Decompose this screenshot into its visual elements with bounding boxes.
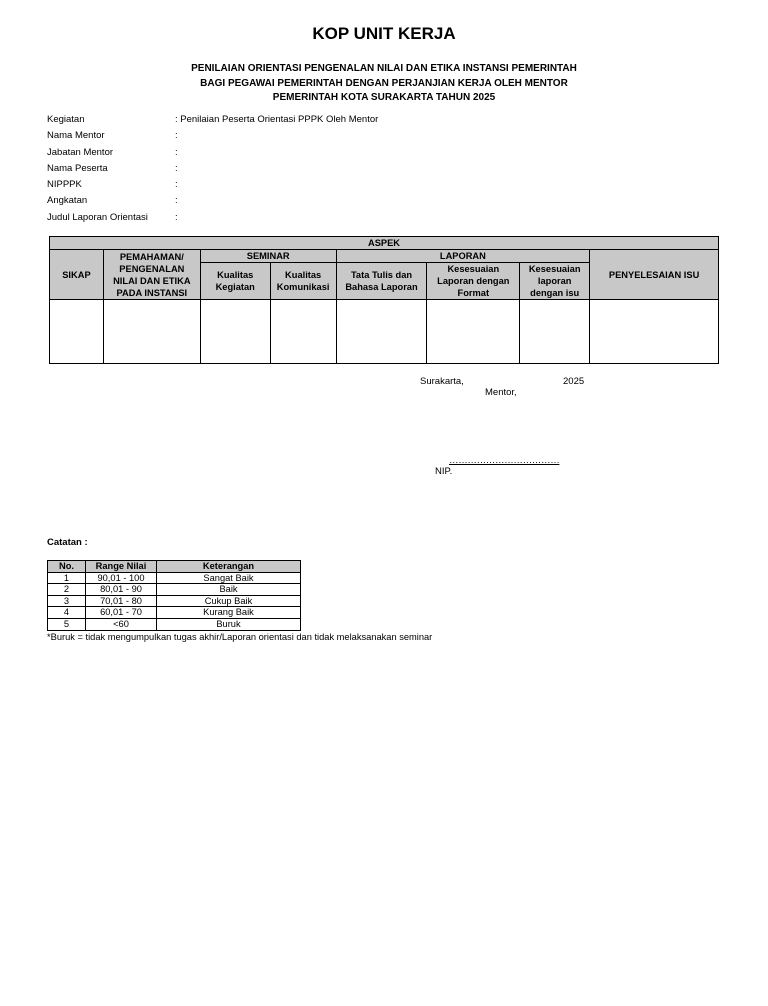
col-sikap: SIKAP [50,250,104,300]
table-row [48,607,301,619]
subtitle-line: PENILAIAN ORIENTASI PENGENALAN NILAI DAN ETIKA INSTANSI PEMERINTAH [191,63,577,74]
col-kualitas-kegiatan: Kualitas Kegiatan [200,263,270,300]
cell-range: 80,01 - 90 [86,584,157,596]
score-cell-kualitas-komunikasi[interactable] [270,300,336,364]
score-cell-tata-tulis[interactable] [336,300,427,364]
info-label: Kegiatan [47,114,85,125]
document-subtitle [0,62,768,106]
cell-no: 1 [48,572,86,584]
info-value: : [175,195,178,207]
aspek-table [49,236,719,364]
catatan-title: Catatan : [47,537,88,548]
cell-keterangan: Kurang Baik [157,607,301,619]
table-row [48,618,301,630]
range-nilai-table [47,560,301,631]
cell-range: 60,01 - 70 [86,607,157,619]
score-cell-kesesuaian-isu[interactable] [520,300,590,364]
cell-keterangan: Cukup Baik [157,595,301,607]
col-kesesuaian-isu: Kesesuaian laporan dengan isu [520,263,590,300]
aspek-header: ASPEK [50,237,719,250]
signature-name-line: ……………………………… [449,455,560,466]
cell-range: 70,01 - 80 [86,595,157,607]
col-tata-tulis: Tata Tulis dan Bahasa Laporan [336,263,427,300]
info-label: Nama Peserta [47,162,108,174]
info-row-kegiatan [47,112,378,128]
info-row-nama-peserta [47,161,378,177]
subtitle-line: PEMERINTAH KOTA SURAKARTA TAHUN 2025 [272,92,496,103]
info-label: Jabatan Mentor [47,146,114,158]
info-label: Nama Mentor [47,130,105,142]
cell-keterangan: Buruk [157,618,301,630]
signature-nip: NIP. [435,466,453,477]
signature-year: 2025 [563,376,585,387]
subtitle-line: BAGI PEGAWAI PEMERINTAH DENGAN PERJANJIAN KERJA OLEH MENTOR [200,77,568,89]
col-seminar: SEMINAR [200,250,336,263]
cell-keterangan: Sangat Baik [157,572,301,584]
col-penyelesaian-isu: PENYELESAIAN ISU [590,250,719,300]
cell-range: <60 [86,618,157,630]
col-kesesuaian-format: Kesesuaian Laporan dengan Format [427,263,520,300]
info-label: Angkatan [47,195,88,207]
col-range-nilai: Range Nilai [86,561,157,573]
signature-place: Surakarta, [420,376,464,387]
cell-no: 3 [48,595,86,607]
info-value: : Penilaian Peserta Orientasi PPPK Oleh Mentor [175,114,379,125]
table-row [48,572,301,584]
score-cell-penyelesaian-isu[interactable] [590,300,719,364]
signature-role: Mentor, [485,387,517,398]
score-cell-sikap[interactable] [50,300,104,364]
cell-keterangan: Baik [157,584,301,596]
col-laporan: LAPORAN [336,250,590,263]
col-pemahaman: PEMAHAMAN/ PENGENALAN NILAI DAN ETIKA PADA INSTANSI [103,250,200,300]
info-value: : [175,179,178,191]
footnote: *Buruk = tidak mengumpulkan tugas akhir/Laporan orientasi dan tidak melaksanakan seminar [47,632,433,642]
score-cell-kesesuaian-format[interactable] [427,300,520,364]
cell-no: 4 [48,607,86,619]
info-value: : [175,146,178,158]
table-row [48,584,301,596]
cell-no: 5 [48,618,86,630]
info-value: : [175,162,178,174]
table-row [48,595,301,607]
cell-no: 2 [48,584,86,596]
col-kualitas-komunikasi: Kualitas Komunikasi [270,263,336,300]
info-label: NIPPPK [47,179,82,191]
info-value: : [175,130,178,142]
info-label: Judul Laporan Orientasi [47,211,148,223]
info-row-nipppk [47,177,378,193]
info-value: : [175,211,178,223]
col-keterangan: Keterangan [157,561,301,573]
info-row-judul-laporan [47,210,378,226]
score-cell-pemahaman[interactable] [103,300,200,364]
info-block [47,112,378,226]
cell-range: 90,01 - 100 [86,572,157,584]
table-row [50,300,719,364]
score-cell-kualitas-kegiatan[interactable] [200,300,270,364]
info-row-nama-mentor [47,128,378,144]
info-row-angkatan [47,193,378,209]
page-title: KOP UNIT KERJA [312,24,456,43]
info-row-jabatan-mentor [47,145,378,161]
col-no: No. [48,561,86,573]
